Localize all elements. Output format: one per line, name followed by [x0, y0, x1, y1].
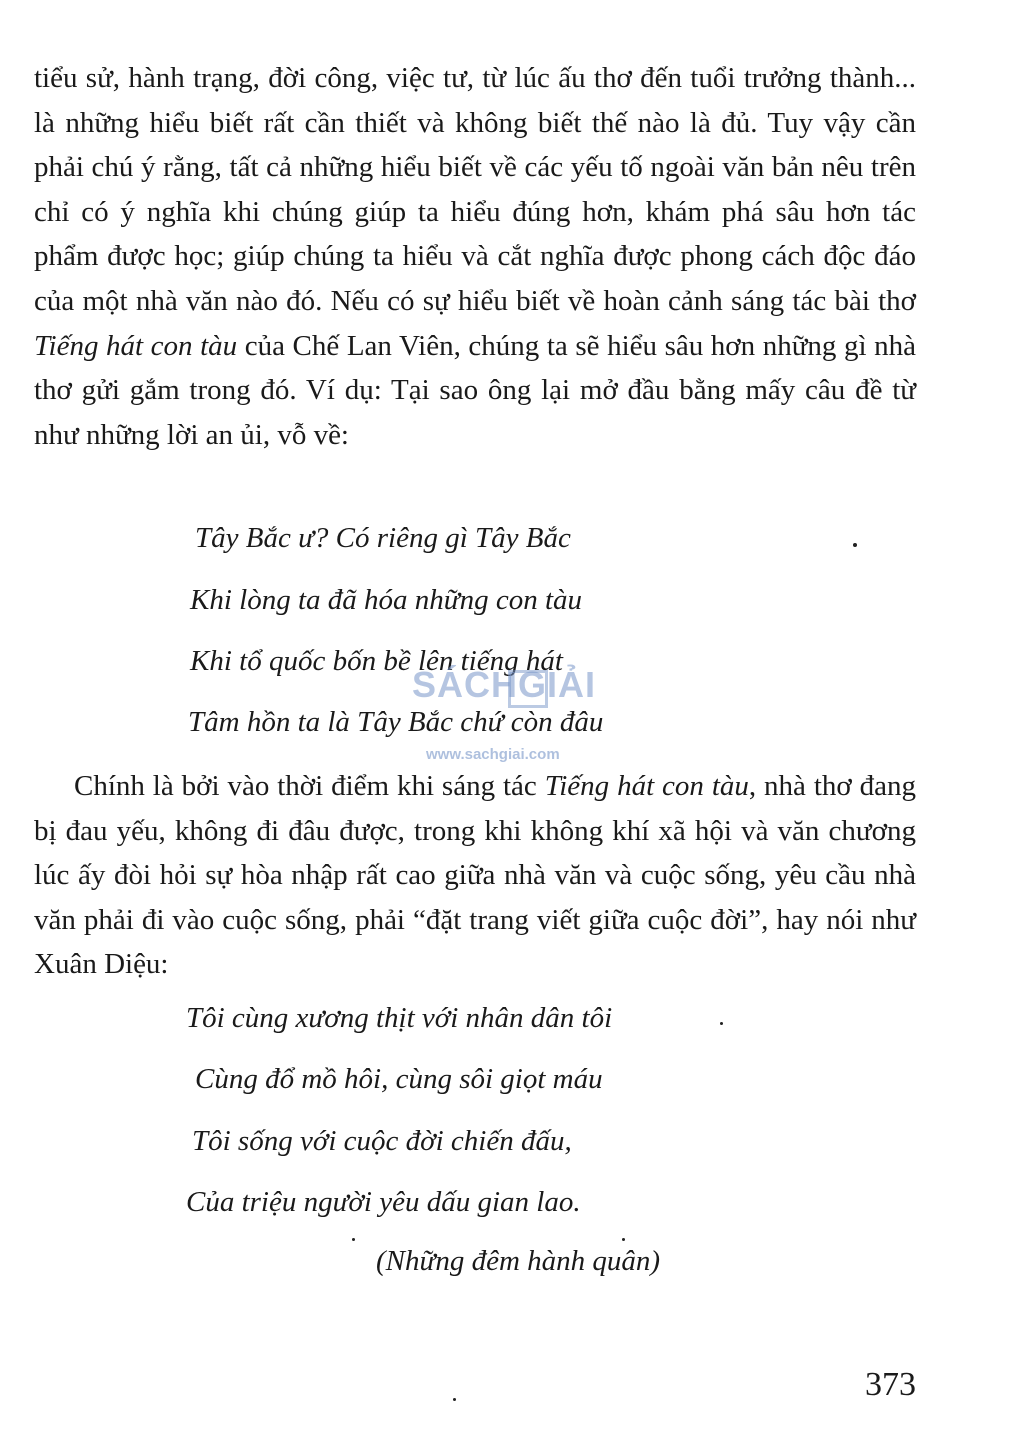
scan-speck: [453, 1398, 456, 1401]
paragraph-1: [34, 56, 916, 457]
verse-2-line-4: Của triệu người yêu dấu gian lao.: [186, 1186, 581, 1218]
paragraph-2: [34, 764, 916, 987]
scan-speck: [853, 543, 857, 547]
poem-title-italic-2: Tiếng hát con tàu: [544, 770, 749, 802]
paragraph-1-end: của Chế Lan Viên, chúng ta sẽ hiểu sâu hơn những gì nhà thơ gửi gắm trong đó. Ví dụ: Tại sao ông lại mở đầu bằng mấy câu đề từ như những lời an ủi, vỗ về:: [34, 329, 916, 451]
verse-2-line-3: Tôi sống với cuộc đời chiến đấu,: [192, 1125, 572, 1157]
verse-2-line-1: Tôi cùng xương thịt với nhân dân tôi: [186, 1002, 613, 1034]
verse-source-citation: (Những đêm hành quân): [376, 1245, 661, 1277]
poem-title-italic: Tiếng hát con tàu: [34, 329, 238, 362]
scan-speck: [622, 1238, 625, 1241]
watermark-url: www.sachgiai.com: [426, 746, 560, 763]
paragraph-2-end: , nhà thơ đang bị đau yếu, không đi đâu được, trong khi không khí xã hội và văn chương lúc ấy đòi hỏi sự hòa nhập rất cao giữa nhà văn và cuộc sống, yêu cầu nhà văn phải đi vào cuộc sống, phải “đặt trang viết giữa cuộc đời”, hay nói như Xuân Diệu:: [34, 770, 916, 981]
page-number: 373: [865, 1366, 916, 1403]
verse-2-line-2: Cùng đổ mồ hôi, cùng sôi giọt máu: [195, 1063, 603, 1095]
paragraph-1-start: tiểu sử, hành trạng, đời công, việc tư, từ lúc ấu thơ đến tuổi trưởng thành... là những hiểu biết rất cần thiết và không biết thế nào là đủ. Tuy vậy cần phải chú ý rằng, tất cả những hiểu biết về các yếu tố ngoài văn bản nêu trên chỉ có ý nghĩa khi chúng giúp ta hiểu đúng hơn, khám phá sâu hơn tác phẩm được học; giúp chúng ta hiểu và cắt nghĩa được phong cách độc đáo của một nhà văn nào đó. Nếu có sự hiểu biết về hoàn cảnh sáng tác bài thơ: [34, 62, 916, 317]
verse-1-line-4: Tâm hồn ta là Tây Bắc chứ còn đâu: [188, 706, 604, 738]
scan-speck: [720, 1022, 723, 1025]
scan-speck: [352, 1238, 355, 1241]
verse-1-line-2: Khi lòng ta đã hóa những con tàu: [190, 584, 583, 616]
watermark-text: SÁCHGIẢI: [412, 664, 597, 705]
verse-1-line-1: Tây Bắc ư? Có riêng gì Tây Bắc: [195, 522, 571, 554]
paragraph-2-start: Chính là bởi vào thời điểm khi sáng tác: [74, 770, 545, 802]
verse-1-line-3: Khi tổ quốc bốn bề lên tiếng hát: [190, 645, 563, 677]
